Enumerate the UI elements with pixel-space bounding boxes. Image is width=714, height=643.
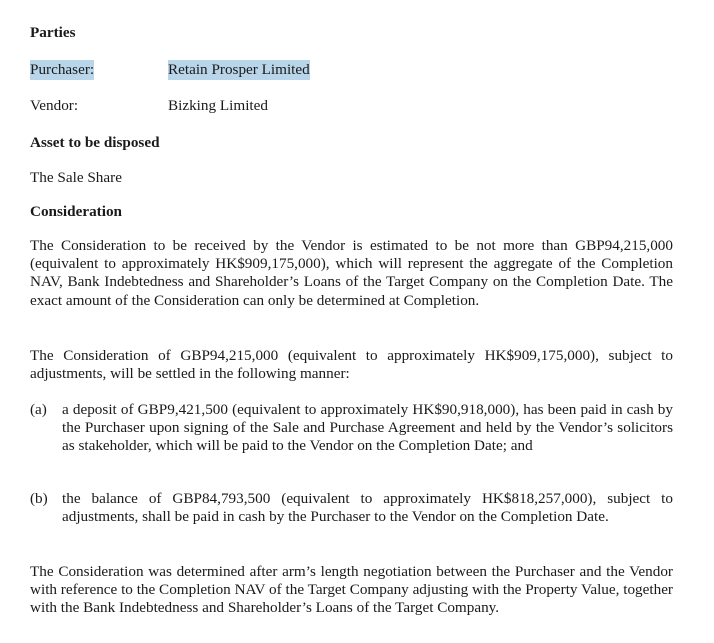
parties-heading: Parties <box>30 24 76 41</box>
purchaser-label[interactable]: Purchaser: <box>30 61 95 78</box>
item-marker: (a) <box>30 401 47 418</box>
item-marker: (b) <box>30 490 48 507</box>
consideration-paragraph-1: The Consideration to be received by the Vendor is estimated to be not more than GBP94,215,000 (equivalent to approximately HK$909,175,000), which will represent the aggregate of the Completion NAV, Bank Indebtedness and Shareholder’s Loans of the Target Company on the Completion Date. The exact amount of the Consideration can only be determined at Completion. <box>30 237 673 309</box>
asset-text: The Sale Share <box>30 169 122 186</box>
consideration-paragraph-3: The Consideration was determined after arm’s length negotiation between the Purchaser and the Vendor with reference to the Completion NAV of the Target Company adjusting with the Property Value, together with the Bank Indebtedness and Shareholder’s Loans of the Target Company. <box>30 563 673 617</box>
item-text: a deposit of GBP9,421,500 (equivalent to approximately HK$90,918,000), has been paid in cash by the Purchaser upon signing of the Sale and Purchase Agreement and held by the Vendor’s solicitors as stakeholder, which will be paid to the Vendor on the Completion Date; and <box>62 401 673 455</box>
item-text: the balance of GBP84,793,500 (equivalent to approximately HK$818,257,000), subject to adjustments, shall be paid in cash by the Purchaser to the Vendor on the Completion Date. <box>62 490 673 526</box>
asset-heading: Asset to be disposed <box>30 134 160 151</box>
vendor-value: Bizking Limited <box>168 97 268 114</box>
consideration-paragraph-2: The Consideration of GBP94,215,000 (equivalent to approximately HK$909,175,000), subject to adjustments, will be settled in the following manner: <box>30 347 673 383</box>
purchaser-value[interactable]: Retain Prosper Limited <box>168 61 310 78</box>
vendor-label: Vendor: <box>30 97 79 114</box>
consideration-heading: Consideration <box>30 203 122 220</box>
